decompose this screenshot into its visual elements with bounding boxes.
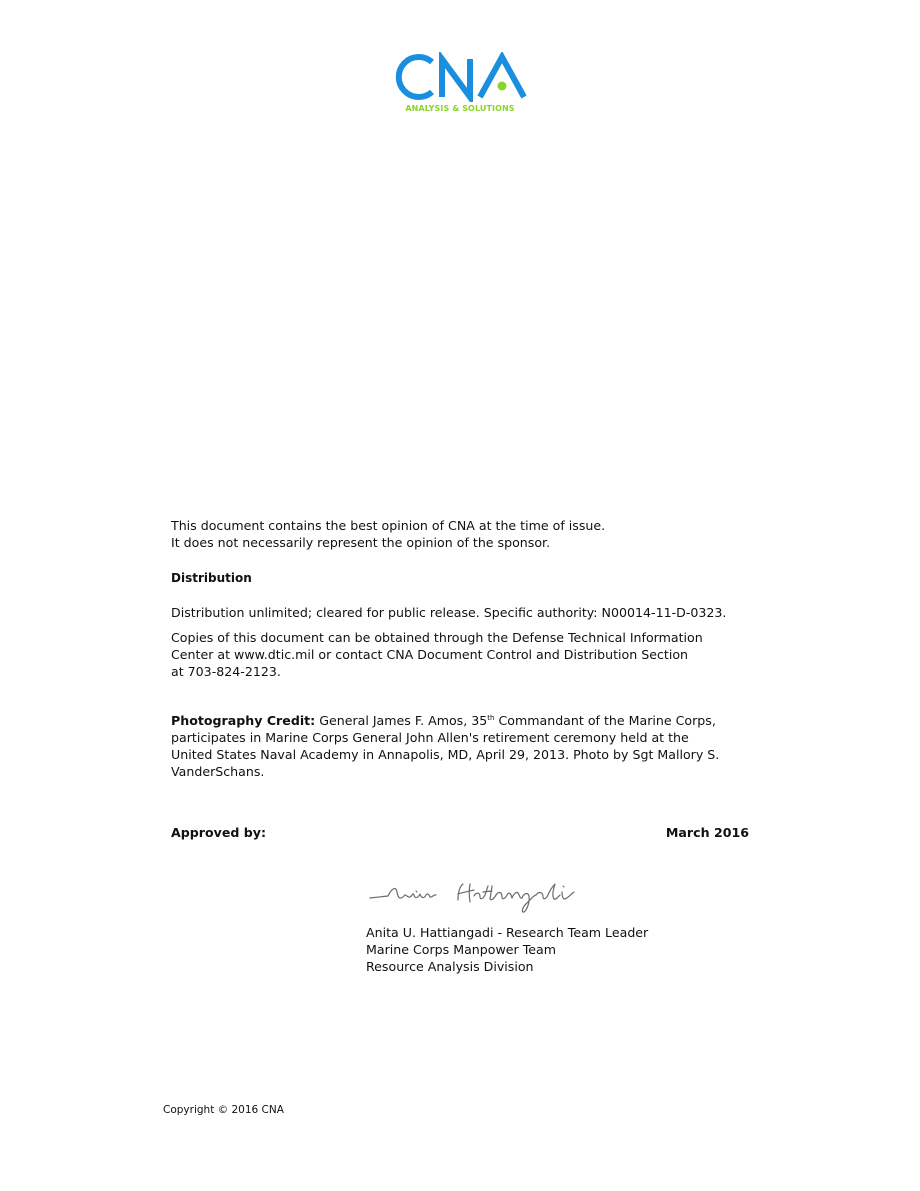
photo-credit-line-1 [171, 712, 719, 729]
cna-logo-mark [392, 52, 528, 102]
signatory-block [366, 924, 648, 975]
cna-logo [392, 52, 528, 118]
photo-credit-line-1-pre: General James F. Amos, 35 [315, 713, 488, 728]
photo-credit-line-3: United States Naval Academy in Annapolis, MD, April 29, 2013. Photo by Sgt Mallory S. [171, 747, 720, 762]
opinion-notice [171, 517, 605, 551]
copies-line-1: Copies of this document can be obtained through the Defense Technical Information [171, 630, 703, 645]
copies-line-3: at 703-824-2123. [171, 664, 281, 679]
notice-line-1: This document contains the best opinion of CNA at the time of issue. [171, 518, 606, 533]
distribution-heading: Distribution [171, 571, 252, 585]
handwritten-signature [366, 880, 596, 920]
distribution-statement: Distribution unlimited; cleared for public release. Specific authority: N00014-11-D-0323. [171, 605, 727, 620]
signature-graphic [366, 880, 596, 920]
copies-info [171, 629, 703, 680]
cna-logo-letters-graphic [392, 52, 528, 102]
approval-date: March 2016 [665, 825, 749, 840]
copies-line-2: Center at www.dtic.mil or contact CNA Document Control and Distribution Section [171, 647, 689, 662]
notice-line-2: It does not necessarily represent the opinion of the sponsor. [171, 535, 551, 550]
signatory-division: Resource Analysis Division [366, 959, 534, 974]
photography-credit [171, 712, 719, 780]
approved-by-label: Approved by: [171, 825, 267, 840]
signatory-team: Marine Corps Manpower Team [366, 942, 557, 957]
photo-credit-ordinal: th [487, 713, 495, 722]
copyright-notice: Copyright © 2016 CNA [163, 1104, 284, 1116]
photo-credit-line-4: VanderSchans. [171, 764, 265, 779]
cna-logo-tagline: ANALYSIS & SOLUTIONS [405, 104, 515, 113]
photo-credit-label: Photography Credit: [171, 713, 316, 728]
photo-credit-line-2: participates in Marine Corps General John Allen's retirement ceremony held at the [171, 730, 689, 745]
signatory-name-title: Anita U. Hattiangadi - Research Team Leader [366, 925, 649, 940]
photo-credit-line-1-post: Commandant of the Marine Corps, [494, 713, 716, 728]
